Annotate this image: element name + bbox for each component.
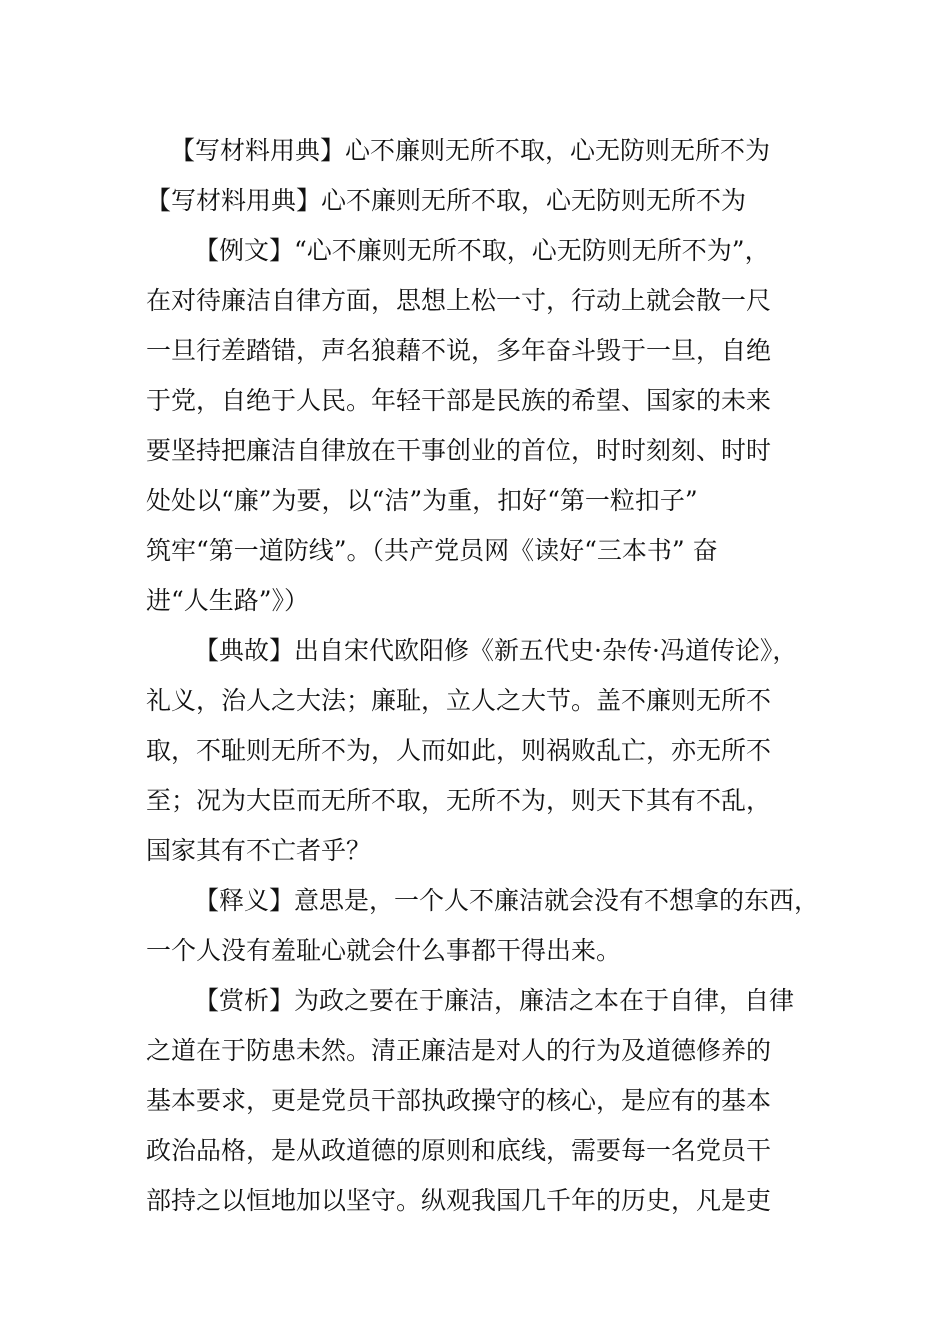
paragraph-line: 之道在于防患未然。清正廉洁是对人的行为及道德修养的 — [146, 1036, 772, 1065]
paragraph-line: 至；况为大臣而无所不取，无所不为，则天下其有不乱， — [146, 786, 772, 815]
paragraph-line: 取，不耻则无所不为，人而如此，则祸败乱亡，亦无所不 — [146, 736, 772, 765]
paragraph-line: 处处以“廉”为要，以“洁”为重，扣好“第一粒扣子” — [146, 486, 698, 515]
heading-line: 【写材料用典】心不廉则无所不取，心无防则无所不为 — [146, 186, 747, 215]
paragraph-line: 【释义】意思是，一个人不廉洁就会没有不想拿的东西， — [194, 886, 820, 915]
paragraph-line: 礼义，治人之大法；廉耻，立人之大节。盖不廉则无所不 — [146, 686, 772, 715]
paragraph-line: 在对待廉洁自律方面，思想上松一寸，行动上就会散一尺 — [146, 286, 772, 315]
heading-line: 【写材料用典】心不廉则无所不取，心无防则无所不为 — [170, 136, 771, 165]
paragraph-line: 一个人没有羞耻心就会什么事都干得出来。 — [146, 936, 622, 965]
paragraph-line: 【典故】出自宋代欧阳修《新五代史·杂传·冯道传论》， — [194, 636, 798, 665]
paragraph-line: 政治品格，是从政道德的原则和底线，需要每一名党员干 — [146, 1136, 772, 1165]
paragraph-line: 部持之以恒地加以坚守。纵观我国几千年的历史，凡是吏 — [146, 1186, 772, 1215]
paragraph-line: 基本要求，更是党员干部执政操守的核心，是应有的基本 — [146, 1086, 772, 1115]
paragraph-line: 国家其有不亡者乎？ — [146, 836, 372, 865]
paragraph-line: 筑牢“第一道防线”。（共产党员网《读好“三本书” 奋 — [146, 536, 718, 565]
paragraph-line: 于党，自绝于人民。年轻干部是民族的希望、国家的未来 — [146, 386, 772, 415]
paragraph-line: 【例文】“心不廉则无所不取，心无防则无所不为”， — [194, 236, 770, 265]
paragraph-line: 【赏析】为政之要在于廉洁，廉洁之本在于自律，自律 — [194, 986, 795, 1015]
paragraph-line: 一旦行差踏错，声名狼藉不说，多年奋斗毁于一旦，自绝 — [146, 336, 772, 365]
paragraph-line: 要坚持把廉洁自律放在干事创业的首位，时时刻刻、时时 — [146, 436, 772, 465]
paragraph-line: 进“人生路”》） — [146, 586, 310, 615]
